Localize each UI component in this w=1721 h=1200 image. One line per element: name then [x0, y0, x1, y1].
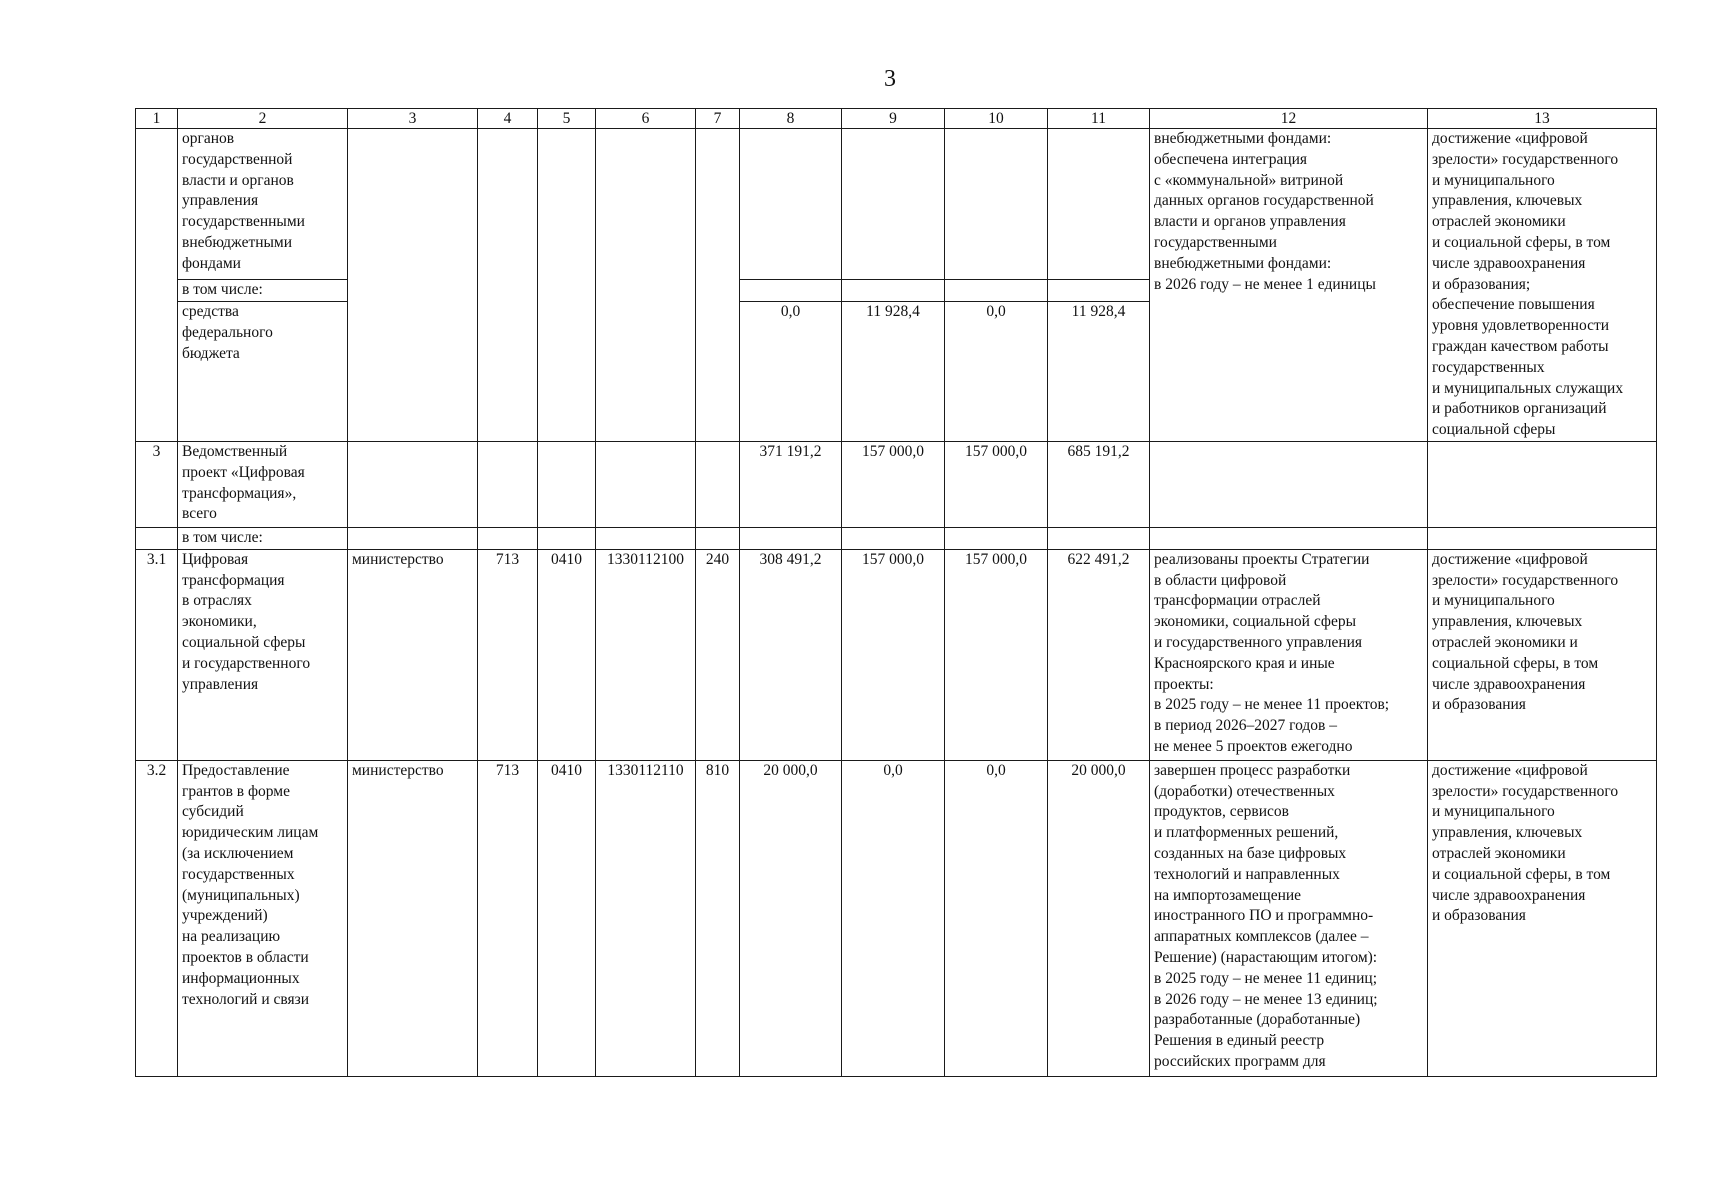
amount-cell — [1048, 527, 1150, 549]
table-row — [136, 527, 1657, 549]
amount-cell: 157 000,0 — [945, 441, 1048, 527]
csr-cell: 1330112100 — [596, 549, 696, 760]
col-header: 11 — [1048, 109, 1150, 129]
col-header: 6 — [596, 109, 696, 129]
row-number-cell: 3.1 — [136, 549, 178, 760]
amount-cell: 157 000,0 — [842, 549, 945, 760]
executor-cell: министерство — [348, 760, 478, 1076]
row-number-cell: 3.2 — [136, 760, 178, 1076]
amount-cell: 157 000,0 — [945, 549, 1048, 760]
section-cell: 0410 — [538, 549, 596, 760]
table-row — [136, 441, 1657, 527]
amount-cell: 20 000,0 — [740, 760, 842, 1076]
column-number-row — [136, 109, 1657, 129]
col-header: 10 — [945, 109, 1048, 129]
vr-cell: 810 — [696, 760, 740, 1076]
amount-cell — [945, 279, 1048, 301]
page-number: 3 — [884, 66, 896, 92]
amount-cell: 622 491,2 — [1048, 549, 1150, 760]
vr-cell — [696, 441, 740, 527]
funding-source-cell: средства федерального бюджета — [178, 302, 348, 442]
goal-cell: достижение «цифровой зрелости» государственного и муниципального управления, ключевых отраслей экономики и социальной сферы, в том числе здравоохранения и образования — [1428, 760, 1657, 1076]
grbs-cell — [478, 441, 538, 527]
amount-cell: 11 928,4 — [1048, 302, 1150, 442]
result-cell — [1150, 441, 1428, 527]
col-header: 7 — [696, 109, 740, 129]
vr-cell — [696, 527, 740, 549]
section-cell — [538, 527, 596, 549]
col-header: 2 — [178, 109, 348, 129]
result-cell: реализованы проекты Стратегии в области цифровой трансформации отраслей экономики, социальной сферы и государственного управления Красноярского края и иные проекты: в 2025 году – не менее 11 проектов; в период 2026–2027 годов – не менее 5 проектов ежегодно — [1150, 549, 1428, 760]
amount-cell — [740, 129, 842, 280]
row-number-cell: 3 — [136, 441, 178, 527]
csr-cell — [596, 527, 696, 549]
col-header: 12 — [1150, 109, 1428, 129]
result-cell — [1150, 527, 1428, 549]
amount-cell — [945, 527, 1048, 549]
event-name-cell: Предоставление грантов в форме субсидий юридическим лицам (за исключением государственных (муниципальных) учреждений) на реализацию проектов в области информационных технологий и связи — [178, 760, 348, 1076]
col-header: 1 — [136, 109, 178, 129]
grbs-cell: 713 — [478, 549, 538, 760]
col-header: 8 — [740, 109, 842, 129]
amount-cell — [945, 129, 1048, 280]
goal-cell: достижение «цифровой зрелости» государственного и муниципального управления, ключевых отраслей экономики и социальной сферы, в том числе здравоохранения и образования; обеспечение повышения уровня удовлетворенности граждан качеством работы государственных и муниципальных служащих и работников организаций социальной сферы — [1428, 129, 1657, 442]
table-row — [136, 549, 1657, 760]
amount-cell: 0,0 — [740, 302, 842, 442]
event-name-cell: Ведомственный проект «Цифровая трансформация», всего — [178, 441, 348, 527]
amount-cell: 20 000,0 — [1048, 760, 1150, 1076]
amount-cell — [740, 527, 842, 549]
grbs-cell — [478, 527, 538, 549]
amount-cell — [842, 279, 945, 301]
amount-cell: 0,0 — [945, 302, 1048, 442]
executor-cell — [348, 441, 478, 527]
csr-cell: 1330112110 — [596, 760, 696, 1076]
amount-cell: 308 491,2 — [740, 549, 842, 760]
col-header: 13 — [1428, 109, 1657, 129]
amount-cell: 371 191,2 — [740, 441, 842, 527]
vr-cell — [696, 129, 740, 442]
result-cell: внебюджетными фондами: обеспечена интеграция с «коммунальной» витриной данных органов государственной власти и органов управления государственными внебюджетными фондами: в 2026 году – не менее 1 единицы — [1150, 129, 1428, 442]
goal-cell: достижение «цифровой зрелости» государственного и муниципального управления, ключевых отраслей экономики и социальной сферы, в том числе здравоохранения и образования — [1428, 549, 1657, 760]
including-label: в том числе: — [178, 527, 348, 549]
amount-cell — [1048, 129, 1150, 280]
col-header: 9 — [842, 109, 945, 129]
amount-cell — [740, 279, 842, 301]
row-number-cell — [136, 527, 178, 549]
amount-cell — [1048, 279, 1150, 301]
grbs-cell — [478, 129, 538, 442]
section-cell — [538, 129, 596, 442]
goal-cell — [1428, 527, 1657, 549]
vr-cell: 240 — [696, 549, 740, 760]
row-number-cell — [136, 129, 178, 442]
col-header: 5 — [538, 109, 596, 129]
section-cell: 0410 — [538, 760, 596, 1076]
program-table — [135, 108, 1657, 1077]
executor-cell — [348, 527, 478, 549]
table-row — [136, 129, 1657, 280]
col-header: 3 — [348, 109, 478, 129]
grbs-cell: 713 — [478, 760, 538, 1076]
csr-cell — [596, 129, 696, 442]
amount-cell — [842, 129, 945, 280]
amount-cell: 685 191,2 — [1048, 441, 1150, 527]
amount-cell — [842, 527, 945, 549]
amount-cell: 157 000,0 — [842, 441, 945, 527]
amount-cell: 11 928,4 — [842, 302, 945, 442]
goal-cell — [1428, 441, 1657, 527]
section-cell — [538, 441, 596, 527]
table-row — [136, 760, 1657, 1076]
amount-cell: 0,0 — [945, 760, 1048, 1076]
col-header: 4 — [478, 109, 538, 129]
executor-cell — [348, 129, 478, 442]
csr-cell — [596, 441, 696, 527]
event-name-cell: Цифровая трансформация в отраслях экономики, социальной сферы и государственного управления — [178, 549, 348, 760]
event-name-cell: органов государственной власти и органов управления государственными внебюджетными фондами — [178, 129, 348, 280]
executor-cell: министерство — [348, 549, 478, 760]
including-label: в том числе: — [178, 279, 348, 301]
amount-cell: 0,0 — [842, 760, 945, 1076]
result-cell: завершен процесс разработки (доработки) отечественных продуктов, сервисов и платформенных решений, созданных на базе цифровых технологий и направленных на импортозамещение иностранного ПО и программно- аппаратных комплексов (далее – Решение) (нарастающим итогом): в 2025 году – не менее 11 единиц; в 2026 году – не менее 13 единиц; разработанные (доработанные) Решения в единый реестр российских программ для — [1150, 760, 1428, 1076]
